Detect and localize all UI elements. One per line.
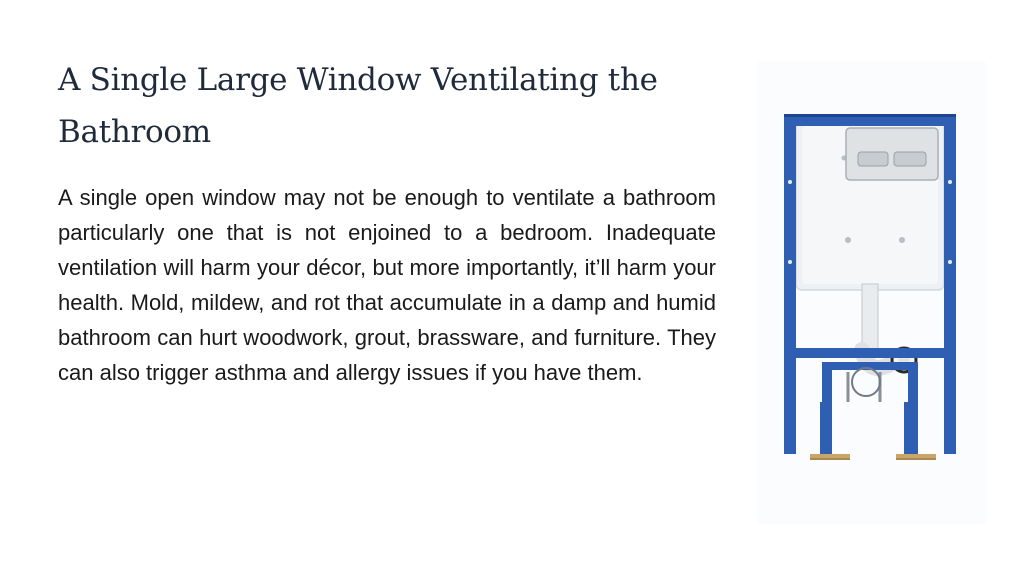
mount-dot [899,237,905,243]
flush-button-right [894,152,926,166]
slide-title: A Single Large Window Ventilating the Bathroom [58,62,658,150]
foot-plate-shadow [810,458,850,460]
toilet-frame-image [758,62,986,524]
leg-right [904,402,912,458]
frame-crossbar [784,348,956,358]
frame-hole [948,260,952,264]
leg-left [820,402,828,458]
frame-top-rail-edge [784,114,956,117]
mount-dot [845,237,851,243]
frame-upright-right [944,114,956,454]
frame-hole [788,180,792,184]
frame-upright-left [784,114,796,454]
frame-hole [948,180,952,184]
flush-button-left [858,152,888,166]
foot-plate-shadow [896,458,936,460]
slide-body-text: A single open window may not be enough to ventilate a bathroom particularly one that is not enjoined to a bedroom. Inadequate ventilation will harm your décor, but more importantly, it’ll harm your health. Mold, mildew, and rot that accumulate in a damp and humid bathroom can hurt woodwork, grout, brassware, and furniture. They can also trigger asthma and allergy issues if you have them. [58,185,716,385]
toilet-frame-illustration [758,62,986,524]
frame-hole [788,260,792,264]
